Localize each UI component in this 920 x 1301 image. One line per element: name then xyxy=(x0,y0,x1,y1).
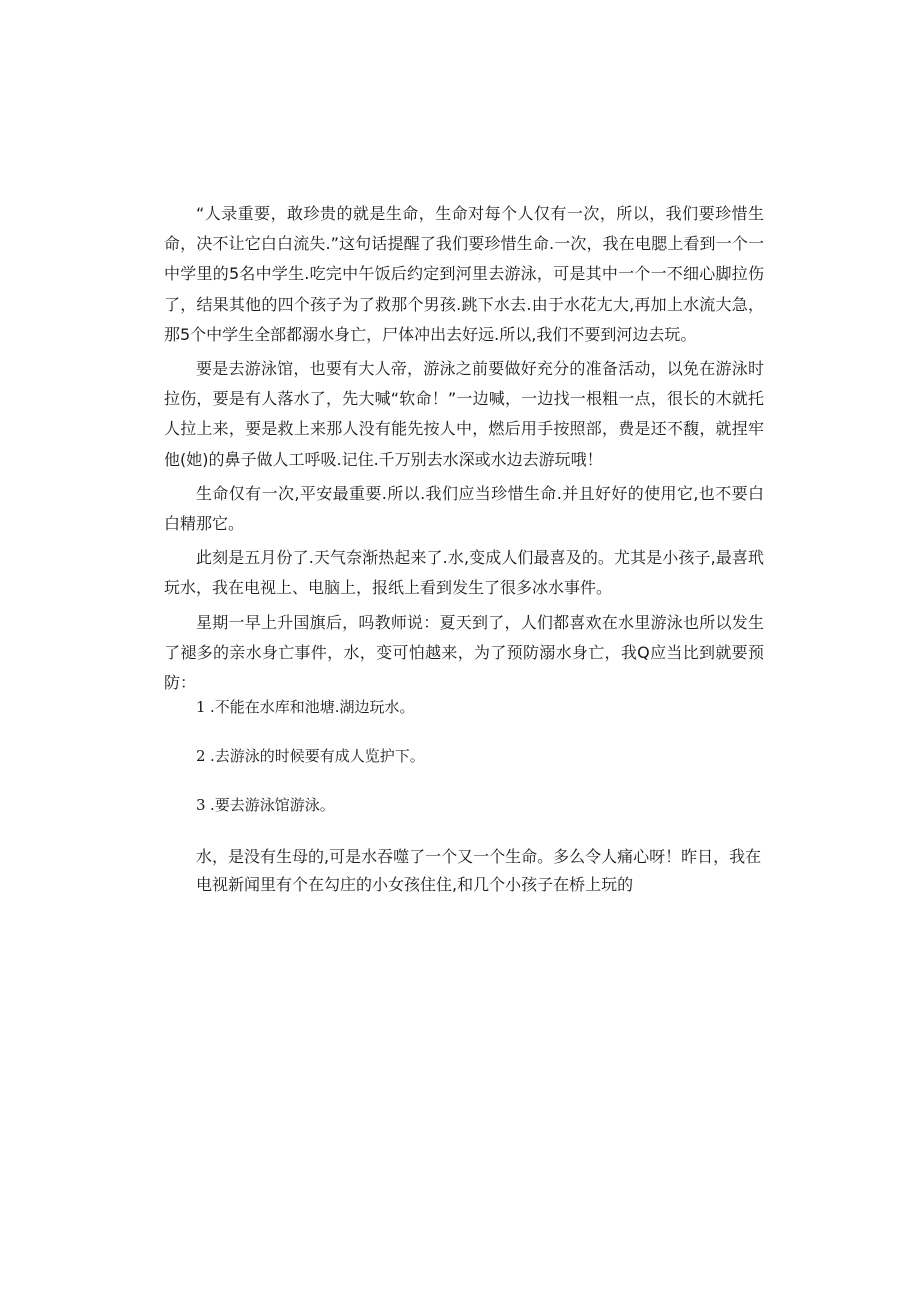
paragraph-3: 生命仅有一次,平安最重要.所以.我们应当珍惜生命.并且好好的使用它,也不要白白精那它。 xyxy=(164,483,764,534)
list-item xyxy=(166,696,415,718)
closing-line-2: 电视新闻里有个在勾庄的小女孩住住,和几个小孩子在桥上玩的 xyxy=(196,875,634,894)
list-text: .不能在水库和池塘.湖边玩水。 xyxy=(210,698,415,716)
list-number: 3 xyxy=(196,796,206,814)
list-number: 2 xyxy=(196,747,206,765)
document-body xyxy=(164,199,764,702)
paragraph-1: “人录重要，敢珍贵的就是生命，生命对每个人仅有一次，所以，我们要珍惜生命，决不让它白白流失.”这句话提醒了我们要珍惜生命.一次，我在电腮上看到一个一中学里的5名中学生.吃完中午饭后约定到河里去游泳，可是其中一个一不细心脚拉伤了，结果其他的四个孩子为了救那个男孩.跳下水去.由于水花尢大,再加上水流大急，那5个中学生全部都溺水身亡，尸体冲出去好远.所以,我们不要到河边去玩。 xyxy=(164,204,764,344)
closing-paragraph xyxy=(196,843,766,899)
closing-line-1: 水，是没有生母的,可是水吞噬了一个又一个生命。多么令人痛心呀！昨日，我在 xyxy=(196,847,762,866)
list-number: 1 xyxy=(196,698,206,716)
list-text: .去游泳的时候要有成人览护下。 xyxy=(210,747,425,765)
paragraph-5: 星期一早上升国旗后，吗教师说：夏天到了，人们都喜欢在水里游泳也所以发生了褪多的亲水身亡事件，水，变可怕越来，为了预防溺水身亡，我Q应当比到就要预防： xyxy=(164,612,764,693)
list-text: .要去游泳馆游泳。 xyxy=(210,796,335,814)
paragraph-2: 要是去游泳馆，也要有大人帝，游泳之前要做好充分的准备活动，以免在游泳时拉伤，要是有人落水了，先大喊“软命！”一边喊，一边找一根粗一点，很长的木就托人拉上来，要是救上来那人没有能先按人中，燃后用手按照部，费是还不馥，就捏牢他(她)的鼻子做人工呼吸.记住.千万别去水深或水边去游玩哦！ xyxy=(164,359,764,469)
list-item xyxy=(166,745,425,767)
paragraph-4: 此刻是五月份了.天气奈渐热起来了.水,变成人们最喜及的。尤其是小孩子,最喜玳玩水，我在电视上、电脑上，报纸上看到发生了很多冰水事件。 xyxy=(164,548,764,598)
list-item xyxy=(166,794,335,816)
